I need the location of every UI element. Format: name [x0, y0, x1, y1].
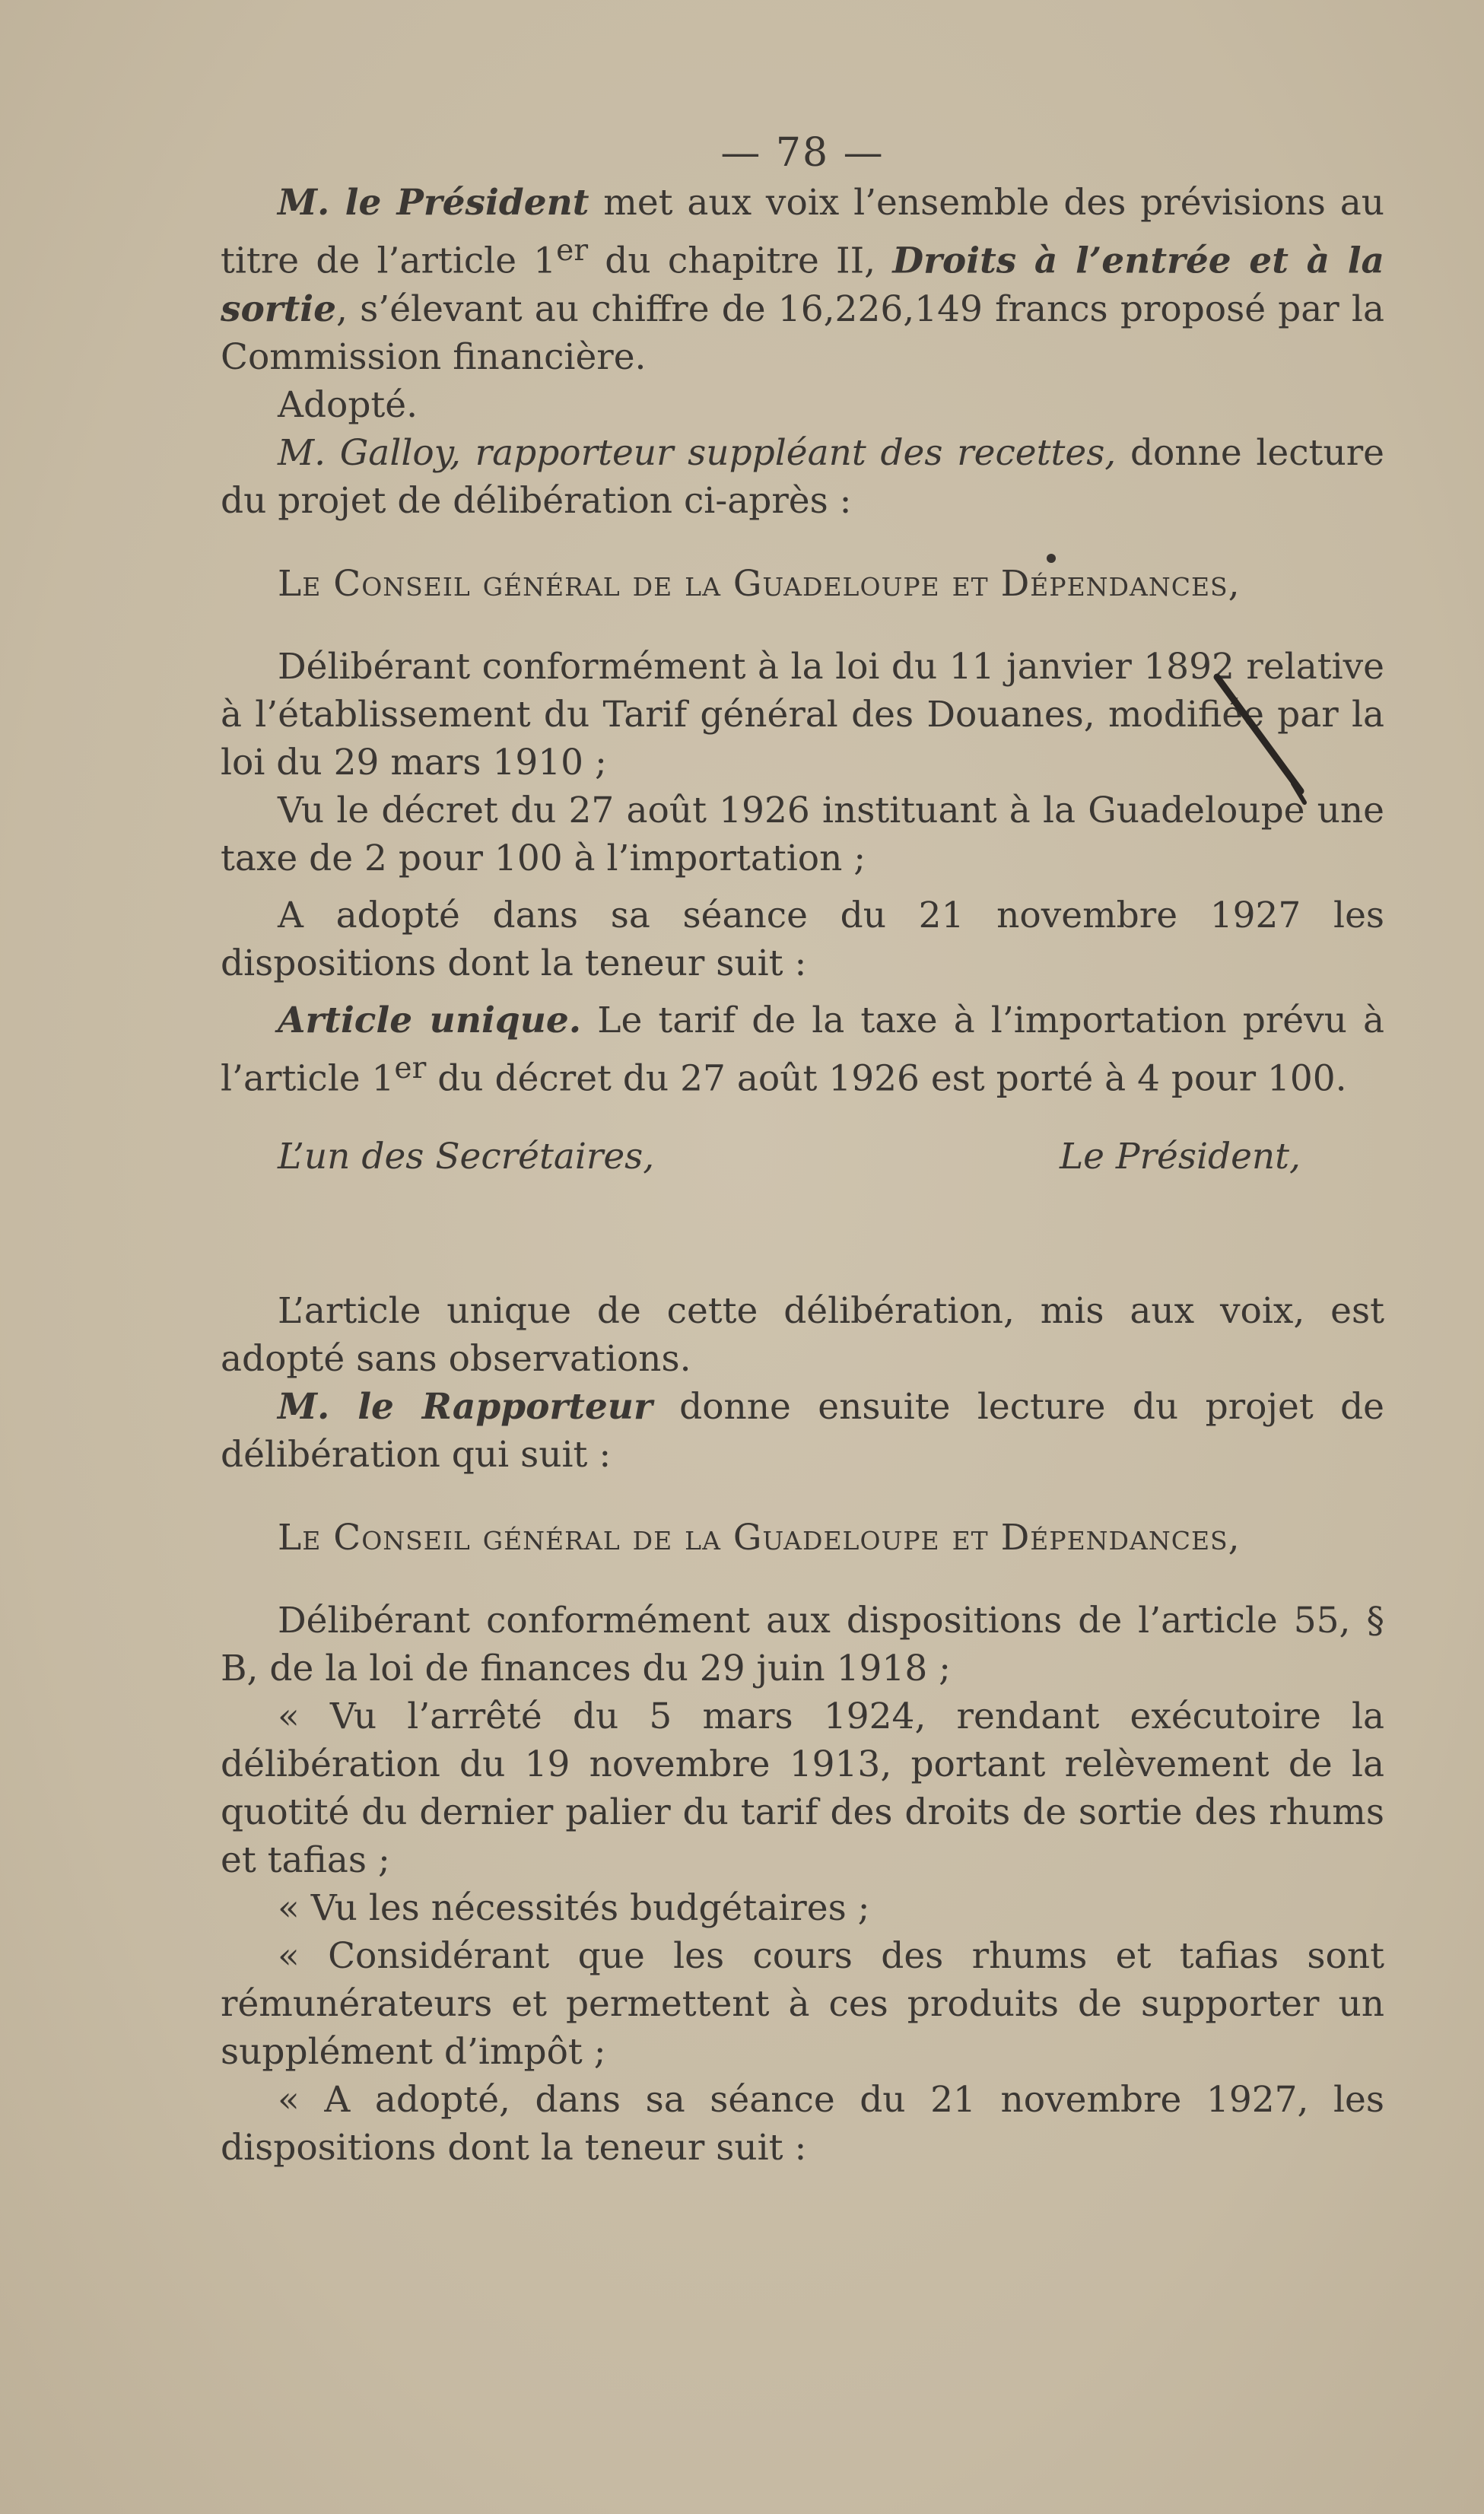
- adopted-session-1: A adopté dans sa séance du 21 novembre 1927 les dispositions dont la teneur suit :: [221, 894, 1384, 984]
- article-label: Article unique.: [278, 999, 582, 1041]
- ink-dot: [1047, 554, 1056, 563]
- rapporteur-reading-2: M. le Rapporteur donne ensuite lecture du projet de délibération qui suit :: [221, 1386, 1384, 1476]
- council-heading-2: Le Conseil général de la Guadeloupe et Dépendances,: [278, 1517, 1241, 1559]
- page-number: — 78 —: [720, 130, 885, 176]
- page-text: [221, 129, 1384, 2172]
- speaker-galloy: M. Galloy, rapporteur suppléant des recettes,: [278, 431, 1117, 474]
- adopted-session-2: « A adopté, dans sa séance du 21 novembre 1927, les dispositions dont la teneur suit :: [221, 2079, 1384, 2169]
- article-unique: Article unique. Le tarif de la taxe à l’importation prévu à l’article 1er du décret du 27 août 1926 est porté à 4 pour 100.: [221, 999, 1384, 1100]
- council-heading-1: Le Conseil général de la Guadeloupe et Dépendances,: [278, 562, 1241, 605]
- rapporteur-reading-paragraph: M. Galloy, rapporteur suppléant des recettes, donne lecture du projet de délibération ci-après :: [221, 431, 1384, 522]
- considering-law-1892: Délibérant conformément à la loi du 11 janvier 1892 relative à l’établissement du Tarif général des Douanes, modifiée par la loi du 29 mars 1910 ;: [221, 645, 1384, 783]
- vote-result-paragraph: L’article unique de cette délibération, mis aux voix, est adopté sans observations.: [221, 1290, 1384, 1381]
- presidential-vote-paragraph: M. le Président met aux voix l’ensemble des prévisions au titre de l’article 1er du chapitre II, Droits à l’entrée et à la sortie, s’élevant au chiffre de 16,226,149 francs proposé par la Commission financière.: [221, 182, 1384, 378]
- signature-president: Le Président,: [1059, 1136, 1301, 1178]
- speaker-rapporteur: M. le Rapporteur: [278, 1386, 653, 1429]
- arrete-1924: « Vu l’arrêté du 5 mars 1924, rendant exécutoire la délibération du 19 novembre 1913, portant relèvement de la quotité du dernier palier du tarif des droits de sortie des rhums et tafias ;: [221, 1696, 1384, 1882]
- speaker-president: M. le Président: [278, 182, 589, 224]
- budget-needs: « Vu les nécessités budgétaires ;: [278, 1887, 870, 1930]
- signature-secretary: L’un des Secrétaires,: [278, 1136, 655, 1178]
- considering-finance-law-1918: Délibérant conformément aux dispositions de l’article 55, § B, de la loi de finances du 29 juin 1918 ;: [221, 1600, 1384, 1690]
- signature-line: [221, 1133, 1384, 1181]
- decree-1926: Vu le décret du 27 août 1926 instituant à la Guadeloupe une taxe de 2 pour 100 à l’importation ;: [221, 789, 1384, 879]
- adopted-line: Adopté.: [278, 383, 418, 426]
- handwritten-stroke-mark: [1209, 669, 1316, 806]
- considering-rum-prices: « Considérant que les cours des rhums et tafias sont rémunérateurs et permettent à ces produits de supporter un supplément d’impôt ;: [221, 1935, 1384, 2074]
- chapter-title: Droits à l’entrée et à la sortie: [221, 240, 1384, 330]
